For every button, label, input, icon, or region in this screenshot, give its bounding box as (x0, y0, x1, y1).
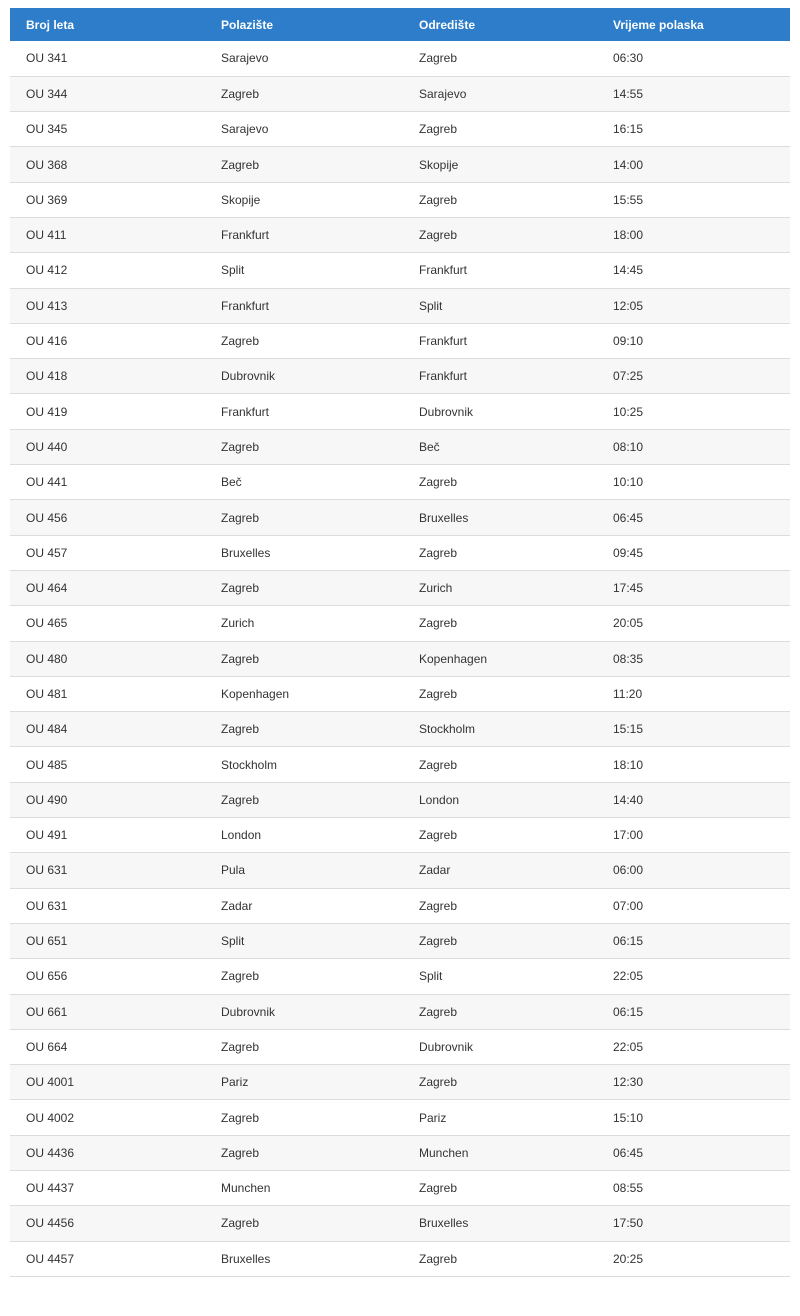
cell-departure-time: 07:25 (613, 369, 644, 384)
table-row (10, 712, 790, 747)
cell-departure-time: 17:45 (613, 581, 644, 596)
cell-destination: Kopenhagen (419, 651, 488, 666)
cell-origin: Dubrovnik (221, 369, 276, 384)
cell-departure-time: 12:30 (613, 1075, 644, 1090)
cell-origin: Zagreb (221, 651, 260, 666)
cell-destination: Pariz (419, 1110, 447, 1125)
cell-flight-number: OU 661 (26, 1004, 68, 1019)
cell-destination: Split (419, 969, 443, 984)
table-row (10, 429, 790, 464)
cell-origin: Dubrovnik (221, 1004, 276, 1019)
cell-destination: Zagreb (419, 898, 458, 913)
cell-flight-number: OU 456 (26, 510, 68, 525)
table-row (10, 112, 790, 147)
table-row (10, 500, 790, 535)
table-row (10, 359, 790, 394)
cell-departure-time: 08:10 (613, 439, 644, 454)
table-row (10, 853, 790, 888)
cell-flight-number: OU 416 (26, 334, 68, 349)
cell-destination: Zagreb (419, 616, 458, 631)
cell-flight-number: OU 412 (26, 263, 68, 278)
cell-flight-number: OU 440 (26, 439, 68, 454)
cell-flight-number: OU 457 (26, 545, 68, 560)
cell-destination: Zagreb (419, 122, 458, 137)
cell-departure-time: 06:45 (613, 510, 644, 525)
cell-departure-time: 15:10 (613, 1110, 644, 1125)
cell-destination: Zagreb (419, 228, 458, 243)
table-body (10, 41, 790, 1276)
cell-origin: Zagreb (221, 157, 260, 172)
cell-origin: Pariz (221, 1075, 249, 1090)
cell-destination: Zagreb (419, 51, 458, 66)
cell-departure-time: 10:10 (613, 475, 644, 490)
cell-destination: Dubrovnik (419, 1039, 474, 1054)
cell-origin: Zagreb (221, 722, 260, 737)
cell-flight-number: OU 341 (26, 51, 68, 66)
cell-departure-time: 17:50 (613, 1216, 644, 1231)
cell-origin: Frankfurt (221, 228, 270, 243)
cell-departure-time: 07:00 (613, 898, 644, 913)
cell-flight-number: OU 4457 (26, 1251, 75, 1266)
cell-origin: Zagreb (221, 969, 260, 984)
cell-origin: Zagreb (221, 1145, 260, 1160)
table-row (10, 959, 790, 994)
table-row (10, 535, 790, 570)
cell-departure-time: 06:15 (613, 1004, 644, 1019)
cell-flight-number: OU 418 (26, 369, 68, 384)
cell-flight-number: OU 4002 (26, 1110, 75, 1125)
cell-origin: Bruxelles (221, 1251, 271, 1266)
cell-departure-time: 18:00 (613, 228, 644, 243)
header-flight-number: Broj leta (26, 17, 75, 32)
cell-destination: Sarajevo (419, 86, 467, 101)
cell-origin: Beč (221, 475, 242, 490)
cell-departure-time: 14:45 (613, 263, 644, 278)
cell-flight-number: OU 419 (26, 404, 68, 419)
cell-destination: Beč (419, 439, 440, 454)
cell-flight-number: OU 368 (26, 157, 68, 172)
cell-origin: Sarajevo (221, 122, 269, 137)
table-row (10, 1171, 790, 1206)
cell-flight-number: OU 481 (26, 686, 68, 701)
cell-destination: Frankfurt (419, 334, 468, 349)
cell-origin: Pula (221, 863, 246, 878)
cell-flight-number: OU 413 (26, 298, 68, 313)
cell-origin: Stockholm (221, 757, 278, 772)
cell-destination: Frankfurt (419, 263, 468, 278)
cell-destination: Zadar (419, 863, 451, 878)
cell-flight-number: OU 651 (26, 934, 68, 949)
cell-departure-time: 08:35 (613, 651, 644, 666)
cell-flight-number: OU 4436 (26, 1145, 75, 1160)
cell-destination: Zagreb (419, 1004, 458, 1019)
cell-origin: Kopenhagen (221, 686, 290, 701)
table-header (10, 8, 790, 41)
header-origin: Polazište (221, 17, 274, 32)
cell-origin: Zagreb (221, 334, 260, 349)
cell-destination: Split (419, 298, 443, 313)
cell-destination: London (419, 792, 460, 807)
cell-departure-time: 08:55 (613, 1181, 644, 1196)
table-row (10, 641, 790, 676)
cell-origin: Frankfurt (221, 404, 270, 419)
cell-flight-number: OU 485 (26, 757, 68, 772)
cell-departure-time: 17:00 (613, 828, 644, 843)
cell-origin: Frankfurt (221, 298, 270, 313)
cell-departure-time: 09:45 (613, 545, 644, 560)
cell-origin: Split (221, 263, 245, 278)
cell-destination: Bruxelles (419, 1216, 469, 1231)
cell-origin: Zagreb (221, 439, 260, 454)
cell-origin: Skopije (221, 192, 261, 207)
cell-origin: Split (221, 934, 245, 949)
cell-flight-number: OU 344 (26, 86, 68, 101)
cell-flight-number: OU 491 (26, 828, 68, 843)
cell-departure-time: 16:15 (613, 122, 644, 137)
table-row (10, 394, 790, 429)
cell-destination: Zagreb (419, 828, 458, 843)
cell-departure-time: 22:05 (613, 1039, 644, 1054)
cell-destination: Zagreb (419, 757, 458, 772)
table-row (10, 288, 790, 323)
cell-destination: Zagreb (419, 1251, 458, 1266)
cell-flight-number: OU 465 (26, 616, 68, 631)
cell-origin: Zagreb (221, 1039, 260, 1054)
table-row (10, 1100, 790, 1135)
cell-destination: Zagreb (419, 1181, 458, 1196)
cell-flight-number: OU 631 (26, 863, 68, 878)
cell-departure-time: 09:10 (613, 334, 644, 349)
cell-destination: Zagreb (419, 475, 458, 490)
table-row (10, 147, 790, 182)
cell-departure-time: 06:00 (613, 863, 644, 878)
cell-departure-time: 14:40 (613, 792, 644, 807)
cell-departure-time: 12:05 (613, 298, 644, 313)
cell-departure-time: 06:30 (613, 51, 644, 66)
table-row (10, 923, 790, 958)
table-row (10, 570, 790, 605)
cell-destination: Zagreb (419, 686, 458, 701)
cell-flight-number: OU 441 (26, 475, 68, 490)
table-row (10, 323, 790, 358)
header-destination: Odredište (419, 17, 476, 32)
cell-departure-time: 20:05 (613, 616, 644, 631)
cell-origin: London (221, 828, 262, 843)
table-row (10, 253, 790, 288)
cell-origin: Bruxelles (221, 545, 271, 560)
cell-departure-time: 11:20 (613, 686, 643, 701)
cell-departure-time: 20:25 (613, 1251, 644, 1266)
cell-destination: Frankfurt (419, 369, 468, 384)
cell-origin: Zadar (221, 898, 253, 913)
cell-destination: Stockholm (419, 722, 476, 737)
flight-schedule-container (10, 8, 790, 1277)
cell-departure-time: 22:05 (613, 969, 644, 984)
cell-destination: Zagreb (419, 192, 458, 207)
table-row (10, 465, 790, 500)
cell-origin: Zurich (221, 616, 255, 631)
table-row (10, 76, 790, 111)
table-row (10, 818, 790, 853)
cell-flight-number: OU 4001 (26, 1075, 75, 1090)
cell-flight-number: OU 480 (26, 651, 68, 666)
cell-flight-number: OU 656 (26, 969, 68, 984)
header-departure-time: Vrijeme polaska (613, 17, 704, 32)
table-row (10, 888, 790, 923)
cell-origin: Zagreb (221, 1216, 260, 1231)
cell-departure-time: 06:45 (613, 1145, 644, 1160)
cell-destination: Zurich (419, 581, 453, 596)
table-row (10, 1241, 790, 1276)
cell-flight-number: OU 4456 (26, 1216, 75, 1231)
cell-flight-number: OU 4437 (26, 1181, 75, 1196)
cell-departure-time: 14:00 (613, 157, 644, 172)
cell-destination: Munchen (419, 1145, 469, 1160)
table-row (10, 41, 790, 76)
cell-departure-time: 15:15 (613, 722, 644, 737)
cell-origin: Zagreb (221, 581, 260, 596)
table-row (10, 1029, 790, 1064)
cell-destination: Bruxelles (419, 510, 469, 525)
cell-flight-number: OU 411 (26, 228, 67, 243)
cell-destination: Zagreb (419, 545, 458, 560)
table-row (10, 606, 790, 641)
cell-flight-number: OU 484 (26, 722, 68, 737)
table-row (10, 782, 790, 817)
table-row (10, 182, 790, 217)
cell-origin: Zagreb (221, 86, 260, 101)
table-row (10, 676, 790, 711)
cell-origin: Zagreb (221, 1110, 260, 1125)
table-row (10, 1135, 790, 1170)
cell-departure-time: 14:55 (613, 86, 644, 101)
cell-flight-number: OU 664 (26, 1039, 68, 1054)
cell-destination: Zagreb (419, 1075, 458, 1090)
cell-origin: Zagreb (221, 792, 260, 807)
cell-departure-time: 10:25 (613, 404, 644, 419)
table-row (10, 1206, 790, 1241)
header-row (10, 8, 790, 41)
cell-destination: Skopije (419, 157, 459, 172)
flight-schedule-table (10, 8, 790, 1277)
cell-flight-number: OU 369 (26, 192, 68, 207)
cell-destination: Zagreb (419, 934, 458, 949)
table-row (10, 747, 790, 782)
cell-flight-number: OU 631 (26, 898, 68, 913)
cell-flight-number: OU 345 (26, 122, 68, 137)
table-row (10, 1065, 790, 1100)
cell-origin: Zagreb (221, 510, 260, 525)
cell-departure-time: 18:10 (613, 757, 644, 772)
table-row (10, 994, 790, 1029)
cell-departure-time: 06:15 (613, 934, 644, 949)
table-row (10, 217, 790, 252)
cell-origin: Sarajevo (221, 51, 269, 66)
cell-flight-number: OU 490 (26, 792, 68, 807)
cell-departure-time: 15:55 (613, 192, 644, 207)
cell-flight-number: OU 464 (26, 581, 68, 596)
cell-origin: Munchen (221, 1181, 271, 1196)
cell-destination: Dubrovnik (419, 404, 474, 419)
